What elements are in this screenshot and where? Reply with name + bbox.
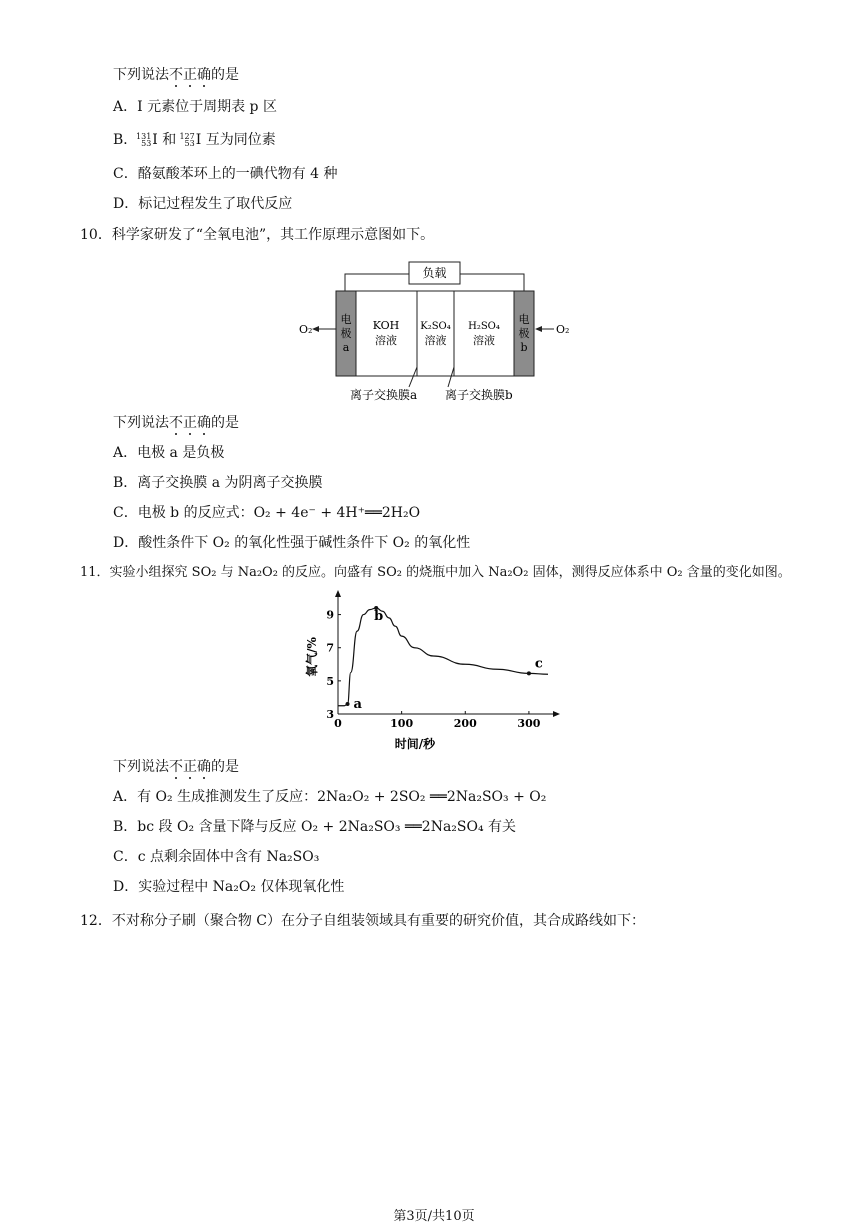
- k2so4-label: K₂SO₄: [420, 321, 451, 332]
- q11-prompt: [113, 758, 239, 776]
- y-tick-label: 9: [326, 608, 334, 622]
- mass-number: 131: [136, 132, 152, 141]
- prompt-text: 下列说法: [113, 759, 169, 775]
- emphasis-char: 正: [183, 67, 197, 83]
- emphasis-char: 正: [183, 415, 197, 431]
- emphasis-char: 不: [169, 759, 183, 775]
- x-tick-label: 100: [390, 717, 414, 730]
- emphasis-char: 确: [197, 67, 211, 83]
- membrane-b-label: 离子交换膜b: [445, 388, 513, 402]
- point-label-b: b: [374, 608, 384, 624]
- point-label-c: c: [534, 656, 543, 672]
- electrode-b-label: 极: [518, 327, 530, 340]
- point-label-a: a: [353, 697, 362, 713]
- q9-option-b: [113, 131, 276, 149]
- arrowhead: [312, 326, 319, 332]
- h2so4-label: 溶液: [473, 334, 495, 347]
- arrowhead: [535, 326, 542, 332]
- atomic-number: 53: [141, 139, 152, 148]
- isotope-notation: [137, 131, 152, 149]
- x-tick-label: 300: [517, 717, 541, 730]
- atomic-number: 53: [184, 139, 195, 148]
- q10-option-a: A．电极 a 是负极: [113, 445, 225, 461]
- emphasis-char: 不: [169, 415, 183, 431]
- isotope-symbol: I 互为同位素: [195, 132, 276, 148]
- isotope-symbol: I 和: [152, 132, 181, 148]
- mass-number: 127: [179, 132, 195, 141]
- y-tick-label: 7: [326, 641, 334, 655]
- q10-stem: 10．科学家研发了“全氧电池”，其工作原理示意图如下。: [80, 227, 435, 243]
- q12-stem: 12．不对称分子刷（聚合物 C）在分子自组装领域具有重要的研究价值，其合成路线如下：: [80, 913, 645, 929]
- page-footer: 第3页/共10页: [393, 1209, 475, 1224]
- battery-diagram: [290, 255, 580, 405]
- k2so4-label: 溶液: [424, 334, 447, 347]
- q10-option-c: C．电极 b 的反应式：O₂ + 4e⁻ + 4H⁺══2H₂O: [113, 505, 421, 521]
- point-a: [346, 702, 350, 706]
- electrode-a-label: 极: [340, 327, 352, 340]
- membrane-a-label: 离子交换膜a: [350, 388, 418, 402]
- q11-option-c: C．c 点剩余固体中含有 Na₂SO₃: [113, 849, 320, 865]
- y-tick-label: 3: [326, 708, 334, 721]
- wire: [345, 274, 409, 291]
- prompt-text: 下列说法: [113, 67, 169, 83]
- y-tick-label: 5: [326, 674, 334, 688]
- prompt-text: 下列说法: [113, 415, 169, 431]
- y-axis-label: 氧气/%: [305, 637, 319, 677]
- prompt-text: 的是: [211, 67, 239, 83]
- prompt-text: 的是: [211, 415, 239, 431]
- h2so4-label: H₂SO₄: [468, 321, 500, 332]
- y-axis-arrowhead: [335, 590, 341, 597]
- electrode-b-label: 电: [518, 313, 530, 326]
- koh-label: 溶液: [375, 334, 397, 347]
- o2-left-label: O₂: [299, 323, 313, 336]
- koh-label: KOH: [372, 319, 400, 332]
- q10-option-d: D．酸性条件下 O₂ 的氧化性强于碱性条件下 O₂ 的氧化性: [113, 535, 471, 551]
- q9-option-d: D．标记过程发生了取代反应: [113, 196, 293, 212]
- point-c: [527, 671, 531, 675]
- load-label: 负载: [422, 266, 447, 280]
- emphasis-char: 不: [169, 67, 183, 83]
- prompt-text: 的是: [211, 759, 239, 775]
- wire: [460, 274, 524, 291]
- option-label: B．: [113, 132, 138, 148]
- x-tick-label: 0: [334, 717, 342, 730]
- electrode-a-label: 电: [340, 313, 352, 326]
- x-axis-arrowhead: [553, 711, 560, 717]
- q10-prompt: [113, 414, 239, 432]
- x-axis-label: 时间/秒: [394, 737, 436, 751]
- o2-content-chart: [300, 588, 570, 756]
- q11-option-d: D．实验过程中 Na₂O₂ 仅体现氧化性: [113, 879, 345, 895]
- emphasis-char: 确: [197, 759, 211, 775]
- q11-option-a: A．有 O₂ 生成推测发生了反应：2Na₂O₂ + 2SO₂ ══2Na₂SO₃ + O₂: [113, 789, 547, 805]
- q9-prompt: [113, 66, 239, 84]
- electrode-a-label: a: [342, 341, 350, 354]
- o2-right-label: O₂: [556, 323, 570, 336]
- q9-option-a: A．I 元素位于周期表 p 区: [113, 99, 277, 115]
- isotope-notation: [181, 131, 196, 149]
- q9-option-c: C．酪氨酸苯环上的一碘代物有 4 种: [113, 166, 338, 182]
- electrode-b-label: b: [520, 341, 528, 354]
- x-tick-label: 200: [453, 717, 477, 730]
- q11-option-b: B．bc 段 O₂ 含量下降与反应 O₂ + 2Na₂SO₃ ══2Na₂SO₄ 有关: [113, 819, 517, 835]
- q11-stem: 11．实验小组探究 SO₂ 与 Na₂O₂ 的反应。向盛有 SO₂ 的烧瓶中加入 Na₂O₂ 固体，测得反应体系中 O₂ 含量的变化如图。: [80, 565, 791, 580]
- o2-series-line: [338, 608, 548, 706]
- emphasis-char: 确: [197, 415, 211, 431]
- q10-option-b: B．离子交换膜 a 为阴离子交换膜: [113, 475, 323, 491]
- emphasis-char: 正: [183, 759, 197, 775]
